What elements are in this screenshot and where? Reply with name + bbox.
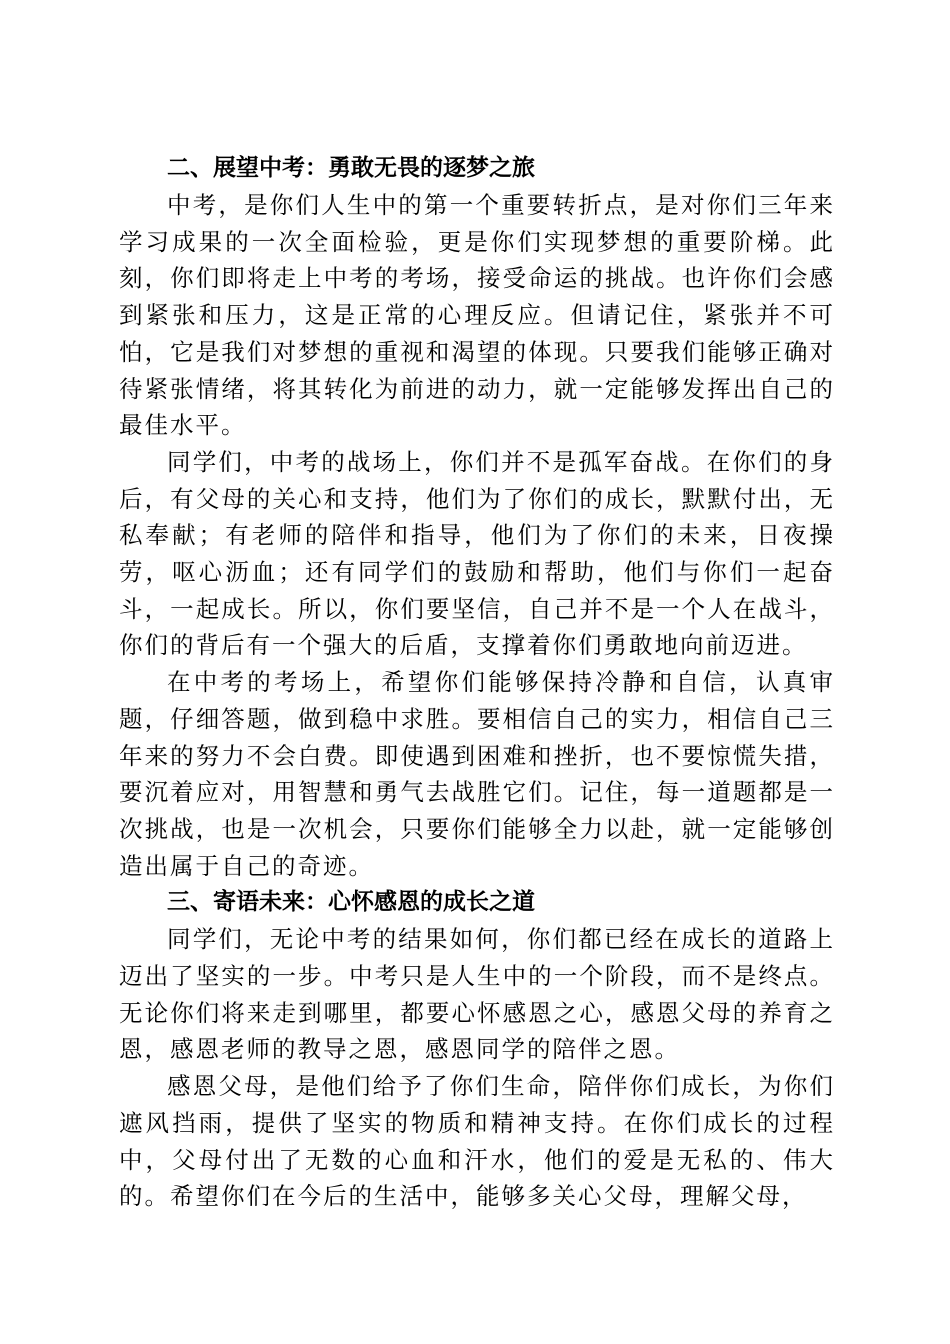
section-future-message (119, 884, 835, 1215)
section-heading: 三、寄语未来：心怀感恩的成长之道 (167, 889, 535, 916)
document-page (119, 150, 835, 1215)
paragraph: 在中考的考场上，希望你们能够保持冷静和自信，认真审题，仔细答题，做到稳中求胜。要相信自己的实力，相信自己三年来的努力不会白费。即使遇到困难和挫折，也不要惊慌失措，要沉着应对，用智慧和勇气去战胜它们。记住，每一道题都是一次挑战，也是一次机会，只要你们能够全力以赴，就一定能够创造出属于自己的奇迹。 (119, 668, 835, 880)
paragraph: 感恩父母，是他们给予了你们生命，陪伴你们成长，为你们遮风挡雨，提供了坚实的物质和精神支持。在你们成长的过程中，父母付出了无数的心血和汗水，他们的爱是无私的、伟大的。希望你们在今后的生活中，能够多关心父母，理解父母， (119, 1072, 835, 1211)
section-heading: 二、展望中考：勇敢无畏的逐梦之旅 (167, 155, 535, 181)
paragraph: 中考，是你们人生中的第一个重要转折点，是对你们三年来学习成果的一次全面检验，更是你们实现梦想的重要阶梯。此刻，你们即将走上中考的考场，接受命运的挑战。也许你们会感到紧张和压力，这是正常的心理反应。但请记住，紧张并不可怕，它是我们对梦想的重视和渴望的体现。只要我们能够正确对待紧张情绪，将其转化为前进的动力，就一定能够发挥出自己的最佳水平。 (119, 191, 835, 440)
section-exam-outlook (119, 150, 835, 884)
paragraph: 同学们，无论中考的结果如何，你们都已经在成长的道路上迈出了坚实的一步。中考只是人生中的一个阶段，而不是终点。无论你们将来走到哪里，都要心怀感恩之心，感恩父母的养育之恩，感恩老师的教导之恩，感恩同学的陪伴之恩。 (119, 925, 835, 1064)
paragraph: 同学们，中考的战场上，你们并不是孤军奋战。在你们的身后，有父母的关心和支持，他们为了你们的成长，默默付出，无私奉献；有老师的陪伴和指导，他们为了你们的未来，日夜操劳，呕心沥血；还有同学们的鼓励和帮助，他们与你们一起奋斗，一起成长。所以，你们要坚信，自己并不是一个人在战斗，你们的背后有一个强大的后盾，支撑着你们勇敢地向前迈进。 (119, 447, 835, 660)
